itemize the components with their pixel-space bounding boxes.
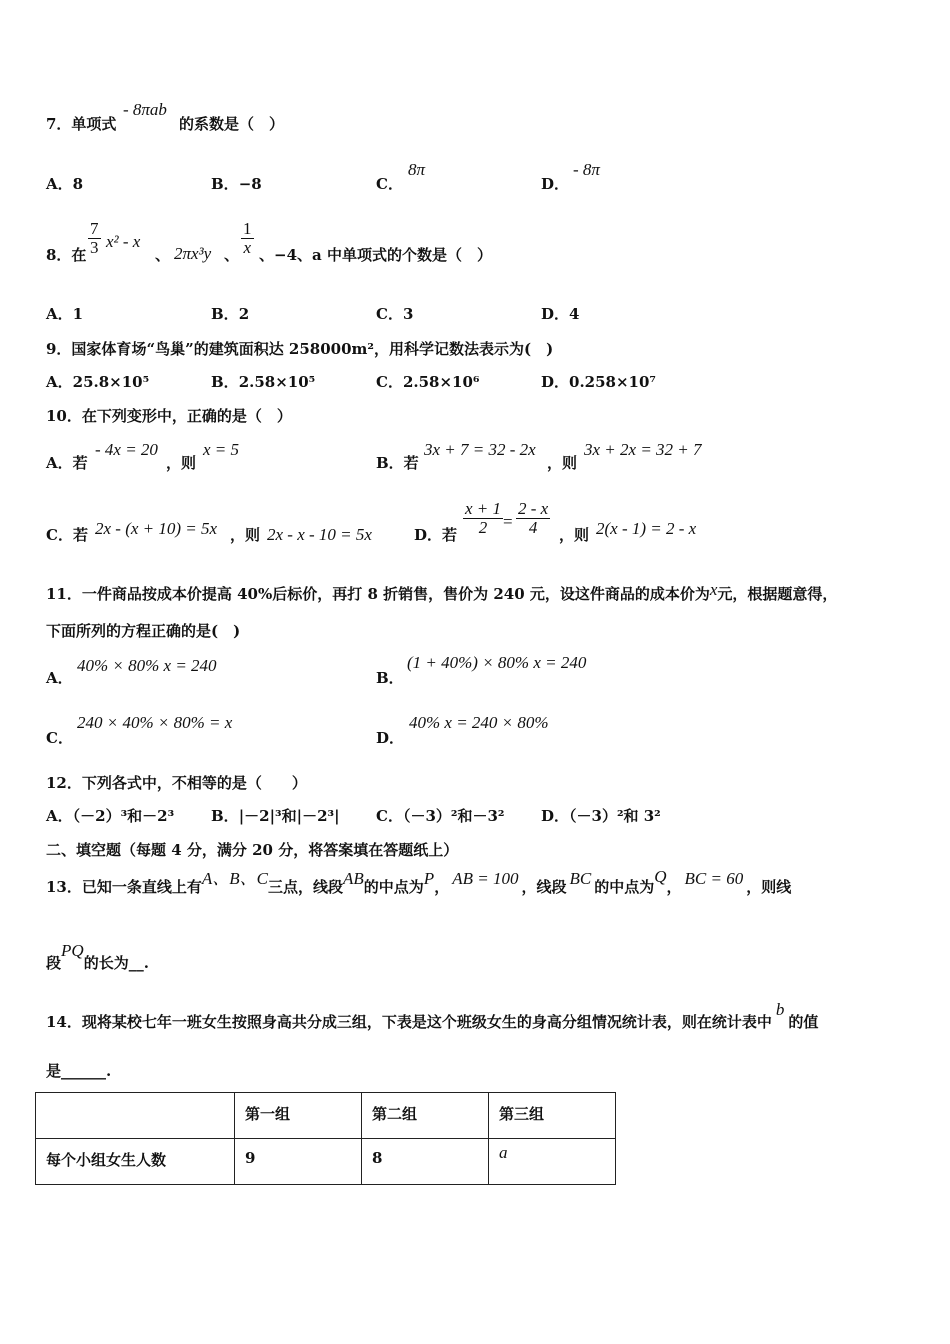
table-cell: 9 [235, 1139, 362, 1185]
q7-expression: - 8πab [123, 100, 167, 119]
q9-option-c[interactable]: C．2.58×10⁶ [376, 373, 480, 391]
section-fill-in-heading: 二、填空题（每题 4 分，满分 20 分，将答案填在答题纸上） [46, 841, 459, 859]
q13-line2: 段PQ的长为__. [46, 941, 149, 972]
q10-stem: 10．在下列变形中，正确的是（ ） [46, 407, 292, 425]
q12-option-c[interactable]: C．（－3）²和－3² [376, 807, 505, 825]
table-cell: a [489, 1139, 616, 1185]
q11-option-b[interactable]: B． [376, 669, 404, 687]
q10-d-then: ，则 [559, 526, 590, 544]
q7-option-d[interactable]: D． [541, 175, 570, 193]
q10-d-fraction-right: $\frac{2 - x}{4}$ [518, 499, 549, 537]
q8-sep1: 、 [155, 246, 171, 264]
q11-variable: x [709, 580, 718, 599]
q8-option-a[interactable]: A．1 [46, 305, 84, 323]
q12-option-a[interactable]: A．（－2）³和－2³ [46, 807, 175, 825]
q8-suffix: 、−4、a 中单项式的个数是（ ） [259, 246, 492, 264]
q13-line1: 13．已知一条直线上有A、B、C三点，线段AB的中点为P， AB = 100 ，线段 BC 的中点为Q， BC = 60 ，则线 [46, 867, 792, 896]
q10-b-result: 3x + 2x = 32 + 7 [584, 440, 702, 459]
table-header-cell [36, 1093, 235, 1139]
q14-line1: 14．现将某校七年一班女生按照身高共分成三组，下表是这个班级女生的身高分组情况统计表，则在统计表中b的值 [46, 1000, 819, 1031]
q7-stem: 7．单项式 [46, 115, 117, 133]
q8-term1-rest: x² - x [106, 232, 141, 251]
q8-option-c[interactable]: C．3 [376, 305, 414, 323]
table-header-cell: 第一组 [235, 1093, 362, 1139]
q9-option-d[interactable]: D．0.258×10⁷ [541, 373, 656, 391]
q9-option-a[interactable]: A．25.8×10⁵ [46, 373, 150, 391]
q9-option-b[interactable]: B．2.58×10⁵ [211, 373, 316, 391]
q10-a-result: x = 5 [203, 440, 240, 459]
q10-option-b[interactable]: B．若 [376, 454, 419, 472]
q8-option-b[interactable]: B．2 [211, 305, 250, 323]
q10-option-d[interactable]: D．若 [414, 526, 458, 544]
q10-d-result: 2(x - 1) = 2 - x [596, 519, 697, 538]
q7-option-b[interactable]: B．−8 [211, 175, 262, 193]
q14-line2: 是______. [46, 1062, 112, 1080]
q11-option-c[interactable]: C． [46, 729, 73, 747]
q7-suffix: 的系数是（ ） [179, 115, 285, 133]
table-header-cell: 第三组 [489, 1093, 616, 1139]
table-header-row [36, 1093, 616, 1139]
q10-b-then: ，则 [547, 454, 578, 472]
q10-option-a[interactable]: A．若 [46, 454, 88, 472]
q7-option-c[interactable]: C． [376, 175, 403, 193]
q10-d-fraction-left: $\frac{x + 1}{2}$ [465, 499, 502, 537]
table-cell: 8 [362, 1139, 489, 1185]
q8-fraction-7-3: $\frac{7}{3}$ [90, 219, 99, 257]
height-group-table [35, 1092, 616, 1185]
q10-c-then: ，则 [230, 526, 261, 544]
q8-fraction-1-x: $\frac{1}{x}$ [243, 219, 252, 257]
q10-b-condition: 3x + 7 = 32 - 2x [424, 440, 536, 459]
q10-c-result: 2x - x - 10 = 5x [267, 525, 372, 544]
table-row [36, 1139, 616, 1185]
table-header-cell: 第二组 [362, 1093, 489, 1139]
q10-option-c[interactable]: C．若 [46, 526, 88, 544]
q10-a-then: ，则 [166, 454, 197, 472]
q7-option-c-expr: 8π [408, 160, 426, 179]
q12-option-b[interactable]: B．|－2|³和|－2³| [211, 807, 340, 825]
q11-line2: 下面所列的方程正确的是( ) [46, 622, 241, 640]
q8-option-d[interactable]: D．4 [541, 305, 580, 323]
q11-c-expr: 240 × 40% × 80% = x [77, 713, 233, 732]
q12-stem: 12．下列各式中，不相等的是（ ） [46, 774, 307, 792]
q10-d-equals: = [503, 512, 513, 531]
q9-stem: 9．国家体育场“鸟巢”的建筑面积达 258000m²，用科学记数法表示为( ) [46, 340, 554, 358]
q8-sep2: 、 [224, 246, 240, 264]
q11-b-expr: (1 + 40%) × 80% x = 240 [407, 653, 587, 672]
q7-option-d-expr: - 8π [573, 160, 600, 179]
q11-option-a[interactable]: A． [46, 669, 73, 687]
q11-d-expr: 40% x = 240 × 80% [409, 713, 549, 732]
q11-line1: 11．一件商品按成本价提高 40%后标价，再打 8 折销售，售价为 240 元，设这件商品的成本价为x元，根据题意得， [46, 580, 838, 603]
table-cell: 每个小组女生人数 [36, 1139, 235, 1185]
q11-option-d[interactable]: D． [376, 729, 405, 747]
q8-term2: 2πx³y [174, 244, 212, 263]
q10-c-condition: 2x - (x + 10) = 5x [95, 519, 218, 538]
q8-prefix: 8．在 [46, 246, 87, 264]
q10-a-condition: - 4x = 20 [95, 440, 158, 459]
q11-a-expr: 40% × 80% x = 240 [77, 656, 217, 675]
q7-option-a[interactable]: A．8 [46, 175, 84, 193]
q12-option-d[interactable]: D．（－3）²和 3² [541, 807, 661, 825]
